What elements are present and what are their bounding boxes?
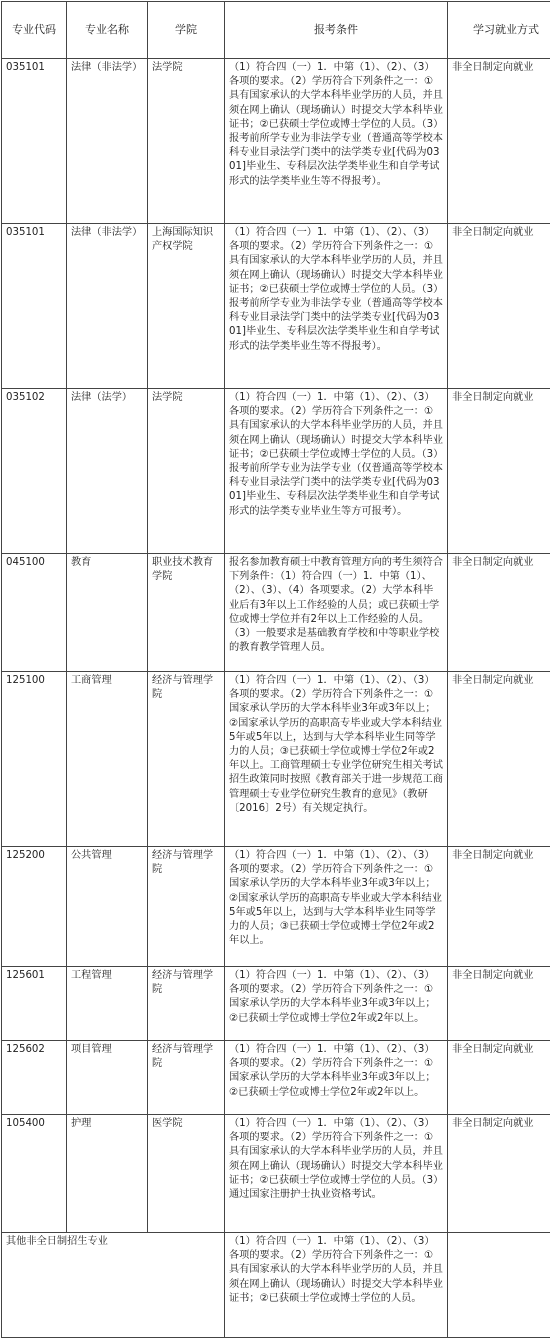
cell-mode: 非全日制定向就业 [448, 1115, 550, 1233]
cell-college: 法学院 [148, 389, 225, 554]
cell-conditions: （1）符合四（一）1．中第（1）、（2）、（3）各项的要求。（2）学历符合下列条件之一：①具有国家承认的大学本科毕业学历的人员，并且须在网上确认（现场确认）时提交大学本科毕业证书；②已获硕士学位或博士学位的人员。（3）报考前所学专业为非法学专业（普通高等学校本科专业目录法学门类中的法学类专业[代码为0301]毕业生、专科层次法学类毕业生和自学考试形式的法学类毕业生等不得报考）。 [225, 59, 448, 224]
cell-name: 法律（法学） [67, 389, 148, 554]
table-row [2, 554, 550, 672]
cell-conditions: （1）符合四（一）1．中第（1）、（2）、（3）各项的要求。（2）学历符合下列条件之一：①国家承认学历的大学本科毕业3年或3年以上；②已获硕士学位或博士学位2年或2年以上。 [225, 967, 448, 1041]
table-row [2, 59, 550, 224]
cell-name: 教育 [67, 554, 148, 672]
cell-name: 护理 [67, 1115, 148, 1233]
table-row [2, 389, 550, 554]
header-conditions: 报考条件 [225, 2, 448, 59]
cell-conditions: 报名参加教育硕士中教育管理方向的考生须符合下列条件：（1）符合四（一）1．中第（1）、（2）、（3）、（4）各项要求。（2）大学本科毕业后有3年以上工作经验的人员；或已获硕士学位或博士学位并有2年以上工作经验的人员。（3）一般要求是基础教育学校和中等职业学校的教育教学管理人员。 [225, 554, 448, 672]
header-college: 学院 [148, 2, 225, 59]
cell-mode: 非全日制定向就业 [448, 389, 550, 554]
table-row-other [2, 1233, 550, 1338]
cell-conditions: （1）符合四（一）1．中第（1）、（2）、（3）各项的要求。（2）学历符合下列条件之一：①具有国家承认的大学本科毕业学历的人员，并且须在网上确认（现场确认）时提交大学本科毕业证书；②已获硕士学位或博士学位的人员。 [225, 1233, 448, 1338]
cell-mode [448, 1233, 550, 1338]
cell-code: 035101 [2, 59, 67, 224]
table-row [2, 224, 550, 389]
cell-name: 法律（非法学） [67, 224, 148, 389]
header-code: 专业代码 [2, 2, 67, 59]
cell-other-label: 其他非全日制招生专业 [2, 1233, 225, 1338]
cell-conditions: （1）符合四（一）1．中第（1）、（2）、（3）各项的要求。（2）学历符合下列条件之一：①国家承认学历的大学本科毕业3年或3年以上；②已获硕士学位或博士学位2年或2年以上。 [225, 1041, 448, 1115]
cell-mode: 非全日制定向就业 [448, 59, 550, 224]
cell-college: 经济与管理学院 [148, 847, 225, 967]
cell-code: 045100 [2, 554, 67, 672]
cell-name: 工商管理 [67, 672, 148, 847]
table-header-row [2, 2, 550, 59]
cell-mode: 非全日制定向就业 [448, 1041, 550, 1115]
cell-name: 工程管理 [67, 967, 148, 1041]
cell-name: 公共管理 [67, 847, 148, 967]
cell-college: 经济与管理学院 [148, 967, 225, 1041]
header-mode: 学习就业方式 [448, 2, 550, 59]
cell-conditions: （1）符合四（一）1．中第（1）、（2）、（3）各项的要求。（2）学历符合下列条件之一：①具有国家承认的大学本科毕业学历的人员，并且须在网上确认（现场确认）时提交大学本科毕业证书；②已获硕士学位或博士学位的人员。（3）报考前所学专业为非法学专业（普通高等学校本科专业目录法学门类中的法学类专业[代码为0301]毕业生、专科层次法学类毕业生和自学考试形式的法学类毕业生等不得报考）。 [225, 224, 448, 389]
cell-mode: 非全日制定向就业 [448, 224, 550, 389]
cell-code: 125200 [2, 847, 67, 967]
header-name: 专业名称 [67, 2, 148, 59]
table-row [2, 1041, 550, 1115]
cell-code: 105400 [2, 1115, 67, 1233]
cell-name: 法律（非法学） [67, 59, 148, 224]
cell-college: 经济与管理学院 [148, 1041, 225, 1115]
cell-conditions: （1）符合四（一）1．中第（1）、（2）、（3）各项的要求。（2）学历符合下列条件之一：①国家承认学历的大学本科毕业3年或3年以上；②国家承认学历的高职高专毕业或大学本科结业5年或5年以上，达到与大学本科毕业生同等学力的人员；③已获硕士学位或博士学位2年或2年以上。 [225, 847, 448, 967]
cell-mode: 非全日制定向就业 [448, 967, 550, 1041]
cell-code: 125100 [2, 672, 67, 847]
cell-college: 医学院 [148, 1115, 225, 1233]
cell-code: 035101 [2, 224, 67, 389]
cell-conditions: （1）符合四（一）1．中第（1）、（2）、（3）各项的要求。（2）学历符合下列条件之一：①国家承认学历的大学本科毕业3年或3年以上；②国家承认学历的高职高专毕业或大学本科结业5年或5年以上，达到与大学本科毕业生同等学力的人员；③已获硕士学位或博士学位2年或2年以上。工商管理硕士专业学位研究生相关考试招生政策同时按照《教育部关于进一步规范工商管理硕士专业学位研究生教育的意见》（教研〔2016〕2号）有关规定执行。 [225, 672, 448, 847]
cell-mode: 非全日制定向就业 [448, 847, 550, 967]
cell-college: 职业技术教育学院 [148, 554, 225, 672]
cell-mode: 非全日制定向就业 [448, 672, 550, 847]
cell-college: 上海国际知识产权学院 [148, 224, 225, 389]
table-row [2, 847, 550, 967]
cell-code: 125602 [2, 1041, 67, 1115]
table-row [2, 1115, 550, 1233]
cell-code: 035102 [2, 389, 67, 554]
cell-conditions: （1）符合四（一）1．中第（1）、（2）、（3）各项的要求。（2）学历符合下列条件之一：①具有国家承认的大学本科毕业学历的人员，并且须在网上确认（现场确认）时提交大学本科毕业证书；②已获硕士学位或博士学位的人员。（3）报考前所学专业为法学专业（仅普通高等学校本科专业目录法学门类中的法学类专业[代码为0301]毕业生、专科层次法学类毕业生和自学考试形式的法学类专业毕业生等方可报考）。 [225, 389, 448, 554]
table-row [2, 967, 550, 1041]
cell-name: 项目管理 [67, 1041, 148, 1115]
cell-code: 125601 [2, 967, 67, 1041]
cell-mode: 非全日制定向就业 [448, 554, 550, 672]
cell-conditions: （1）符合四（一）1．中第（1）、（2）、（3）各项的要求。（2）学历符合下列条件之一：①具有国家承认的大学本科毕业学历的人员，并且须在网上确认（现场确认）时提交大学本科毕业证书；②已获硕士学位或博士学位的人员。（3）通过国家注册护士执业资格考试。 [225, 1115, 448, 1233]
cell-college: 法学院 [148, 59, 225, 224]
table-row [2, 672, 550, 847]
admission-table [1, 1, 550, 1338]
cell-college: 经济与管理学院 [148, 672, 225, 847]
